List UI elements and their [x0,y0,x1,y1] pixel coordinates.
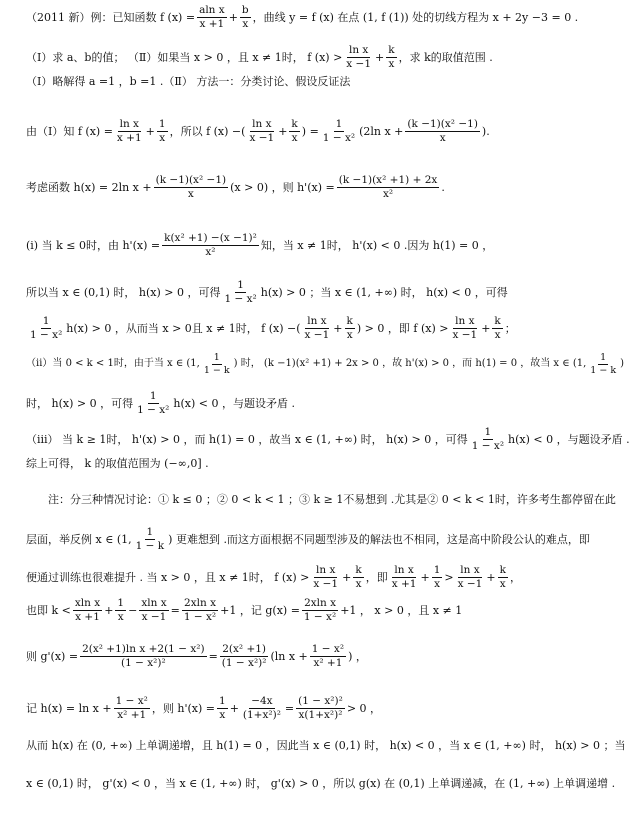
fraction [498,564,508,591]
fraction-numerator: ln x [453,315,476,329]
fraction-denominator: x² +1 [117,709,147,722]
text-line [48,494,630,505]
fraction [135,390,171,417]
text-run: 所以当 x ∈ (0,1) 时， h(x) > 0 ，可得 [26,286,221,300]
fraction [222,279,258,306]
fraction-denominator: x −1 [249,132,275,145]
text-run: h(x) < 0 ，与题设矛盾 . [508,433,630,447]
fraction-denominator: x [117,611,124,624]
fraction-denominator: x [494,329,501,342]
fraction-numerator: xln x [139,597,168,611]
fraction-denominator: 1 − x² [224,293,257,306]
fraction-denominator: 1 − x² [30,329,63,342]
text-run: ) > 0 ，即 f (x) > [356,322,449,336]
text-run: 层面，举反例 x ∈ (1, [26,533,132,547]
fraction [240,4,251,31]
fraction [139,597,168,624]
text-run: （ⅱ）当 0 < k < 1时，由于当 x ∈ (1, [26,358,200,370]
text-line [26,44,630,71]
fraction-numerator: k [345,315,355,329]
fraction-numerator: (k −1)(x² −1) [154,174,229,188]
fraction-denominator: x [388,58,395,71]
fraction [386,44,396,71]
fraction-denominator: 1 − k [135,540,165,553]
fraction [432,564,443,591]
fraction-numerator: 1 [600,352,607,363]
text-run: ，即 [365,571,388,585]
text-run: . [441,181,445,195]
fraction-numerator: 1 [157,118,168,132]
fraction [303,315,332,342]
text-run: 综上可得， k 的取值范围为 (−∞,0] . [26,457,209,470]
fraction-numerator: ln x [250,118,273,132]
text-line [26,458,630,469]
fraction-numerator: 1 − x² [310,643,346,657]
text-run: ，求 k的取值范围 . [398,51,493,65]
fraction [289,118,299,145]
fraction [247,118,276,145]
text-run: 则 g'(x) = [26,650,79,664]
fraction [182,597,218,624]
fraction-denominator: x [187,188,194,201]
fraction-denominator: 1 − k [203,364,230,376]
fraction [456,564,485,591]
fraction [345,315,355,342]
fraction-numerator: 1 [148,390,159,404]
fraction-denominator: x +1 [391,578,417,591]
fraction-numerator: k [492,315,502,329]
text-run: (i) 当 k ≤ 0时，由 h'(x) = [26,239,161,253]
fraction-denominator: x [499,578,506,591]
text-run: +1 ， x > 0 ，且 x ≠ 1 [340,604,463,618]
fraction-denominator: x −1 [457,578,483,591]
text-run: （Ⅰ）略解得 a =1 ，b =1 .（Ⅱ） 方法一：分类讨论、假设反证法 [26,75,351,88]
fraction-numerator: k [353,564,363,578]
text-line [26,778,630,789]
fraction [321,118,357,145]
fraction-numerator: k [386,44,396,58]
text-run: (ln x + [270,650,308,664]
text-run: ) = [301,125,319,139]
text-run: − [128,604,138,618]
fraction-denominator: x² [205,246,216,259]
fraction-denominator: x [219,709,226,722]
fraction-numerator: k [289,118,299,132]
fraction-numerator: 1 − x² [114,695,150,709]
fraction-denominator: x(1+x²)² [298,709,343,722]
fraction-numerator: (k −1)(x² −1) [405,118,480,132]
fraction-numerator: (1 − x²)² [296,695,345,709]
fraction-numerator: ln x [305,315,328,329]
fraction [241,695,283,722]
text-run: +1 ，记 g(x) = [220,604,300,618]
fraction-denominator: x +1 [75,611,100,624]
fraction [202,352,232,377]
fraction [157,118,168,145]
text-run: ，所以 f (x) −( [169,125,246,139]
fraction-denominator: x [159,132,166,145]
fraction-numerator: (k −1)(x² +1) + 2x [337,174,440,188]
fraction [588,352,618,377]
text-run: ，则 h'(x) = [151,702,215,716]
fraction [220,643,269,670]
text-run: ) ， [348,650,367,664]
fraction-numerator: ln x [347,44,370,58]
fraction-denominator: x −1 [313,578,339,591]
text-run: 从而 h(x) 在 (0, +∞) 上单调递增，且 h(1) = 0 ，因此当 x ∈ (0,1) 时， h(x) < 0 ，当 x ∈ (1, +∞) 时， h(x) > 0 ；当 [26,739,626,752]
fraction-numerator: 1 [235,279,246,293]
text-run: + [342,571,352,585]
fraction-denominator: 1 − x² [137,404,170,417]
fraction-denominator: 1 − x² [183,611,217,624]
fraction [311,564,340,591]
fraction-numerator: 2(x² +1) [220,643,268,657]
fraction-denominator: x +1 [116,132,142,145]
text-run: = [284,702,295,716]
fraction-numerator: 1 [41,315,52,329]
text-run: ，曲线 y = f (x) 在点 (1, f (1)) 处的切线方程为 x + 2y −3 = 0 . [252,11,579,25]
fraction-numerator: 2(x² +1)ln x +2(1 − x²) [80,643,207,657]
text-run: + [104,604,114,618]
text-run: > 0 ， [346,702,382,716]
fraction-denominator: x −1 [452,329,478,342]
fraction-numerator: aln x [197,4,227,18]
fraction-denominator: (1 − x²)² [221,657,267,670]
text-run: ， [509,571,521,585]
fraction-numerator: 1 [217,695,228,709]
text-line [26,315,630,342]
text-run: + [420,571,430,585]
fraction-numerator: ln x [392,564,415,578]
text-run: ). [481,125,490,139]
fraction-denominator: 1 − k [590,364,617,376]
text-line [26,352,630,377]
fraction-numerator: 1 [115,597,126,611]
text-run: 便通过训练也很难提升 . 当 x > 0 ，且 x ≠ 1时， f (x) > [26,571,310,585]
fraction-numerator: 2xln x [302,597,338,611]
text-run: (x > 0) ，则 h'(x) = [230,181,335,195]
fraction-denominator: x [439,132,446,145]
text-run: 时， h(x) > 0 ，可得 [26,397,134,411]
fraction-numerator: b [240,4,251,18]
text-run: ) 更难想到 .而这方面根据不同题型涉及的解法也不相同，这是高中阶段公认的难点，即 [168,533,590,547]
fraction-numerator: 1 [213,352,220,363]
fraction-numerator: k(x² +1) −(x −1)² [162,232,259,246]
fraction [344,44,373,71]
fraction [115,118,144,145]
fraction [154,174,229,201]
fraction-denominator: x −1 [141,611,167,624]
fraction [115,597,126,624]
text-run: + [145,125,155,139]
fraction-numerator: 1 [145,526,156,540]
text-run: = [208,650,218,664]
fraction-numerator: xln x [73,597,102,611]
fraction [80,643,207,670]
fraction [405,118,480,145]
fraction-denominator: x [291,132,298,145]
fraction [197,4,227,31]
text-run: h(x) > 0 ；当 x ∈ (1, +∞) 时， h(x) < 0 ，可得 [260,286,508,300]
fraction-numerator: −4x [249,695,274,709]
text-line [26,4,630,31]
text-run: + [229,702,239,716]
fraction-numerator: k [498,564,508,578]
text-run: （ⅲ） 当 k ≥ 1时， h'(x) > 0 ，而 h(1) = 0 ，故当 x ∈ (1, +∞) 时， h(x) > 0 ，可得 [26,433,468,447]
text-line [26,76,630,87]
text-run: + [228,11,238,25]
fraction [353,564,363,591]
text-run: h(x) > 0 ，从而当 x > 0且 x ≠ 1时， f (x) −( [66,322,301,336]
text-run: x ∈ (0,1) 时， g'(x) < 0 ，当 x ∈ (1, +∞) 时， g'(x) > 0 ，所以 g(x) 在 (0,1) 上单调递减，在 (1, +∞) 上单调递增 . [26,777,616,790]
text-run: ) [620,358,624,370]
fraction [296,695,345,722]
fraction-denominator: 1 − x² [322,132,356,145]
text-line [26,426,630,453]
text-run: 考虑函数 h(x) = 2ln x + [26,181,152,195]
fraction [114,695,150,722]
fraction-numerator: 1 [432,564,443,578]
text-run: + [333,322,343,336]
text-run: (2ln x + [359,125,404,139]
fraction [28,315,64,342]
fraction-denominator: x [355,578,362,591]
text-run: （Ⅰ）求 a、b的值； （Ⅱ）如果当 x > 0 ，且 x ≠ 1时， f (x) > [26,51,343,65]
text-run: = [170,604,180,618]
text-run: ； [504,322,516,336]
text-run: 也即 k < [26,604,71,618]
text-run: （2011 新）例：已知函数 f (x) = [26,11,196,25]
text-run: + [486,571,496,585]
fraction [470,426,506,453]
fraction-numerator: ln x [314,564,337,578]
fraction [302,597,338,624]
fraction-numerator: ln x [458,564,481,578]
fraction [450,315,479,342]
fraction [337,174,440,201]
fraction [217,695,228,722]
fraction-numerator: 1 [483,426,494,440]
text-line [26,118,630,145]
text-line [26,597,630,624]
fraction [492,315,502,342]
text-line [26,643,630,670]
text-line [26,279,630,306]
fraction-denominator: x [346,329,353,342]
text-run: 知，当 x ≠ 1时， h'(x) < 0 .因为 h(1) = 0 ， [260,239,494,253]
fraction [134,526,167,553]
fraction-denominator: x [242,18,249,31]
text-run: + [481,322,491,336]
fraction-numerator: 2xln x [182,597,218,611]
text-line [26,695,630,722]
fraction [73,597,102,624]
fraction-denominator: x −1 [346,58,372,71]
fraction-denominator: (1 − x²)² [120,657,166,670]
fraction-denominator: 1 − x² [471,440,505,453]
fraction-denominator: (1+x²)² [242,709,281,722]
text-run: 由（Ⅰ）知 f (x) = [26,125,113,139]
fraction-denominator: 1 − x² [303,611,337,624]
text-line [26,564,630,591]
text-run: 记 h(x) = ln x + [26,702,112,716]
text-run: h(x) < 0 ，与题设矛盾 . [173,397,295,411]
text-line [26,526,630,553]
text-line [26,174,630,201]
fraction-numerator: ln x [118,118,141,132]
text-run: ) 时， (k −1)(x² +1) + 2x > 0 ，故 h'(x) > 0 ，而 h(1) = 0 ，故当 x ∈ (1, [233,358,587,370]
fraction-numerator: 1 [334,118,345,132]
fraction-denominator: x² [382,188,394,201]
text-line [26,390,630,417]
text-run: 注：分三种情况讨论：① k ≤ 0 ；② 0 < k < 1 ；③ k ≥ 1不易想到 .尤其是② 0 < k < 1时，许多考生都停留在此 [48,493,616,506]
text-line [26,232,630,259]
text-line [26,740,630,751]
fraction-denominator: x +1 [199,18,225,31]
fraction-denominator: x [434,578,440,591]
fraction [310,643,346,670]
fraction-denominator: x² +1 [313,657,343,670]
fraction [162,232,259,259]
text-run: + [375,51,385,65]
text-run: > [444,571,454,585]
fraction [390,564,419,591]
fraction-denominator: x −1 [304,329,330,342]
text-run: + [278,125,288,139]
